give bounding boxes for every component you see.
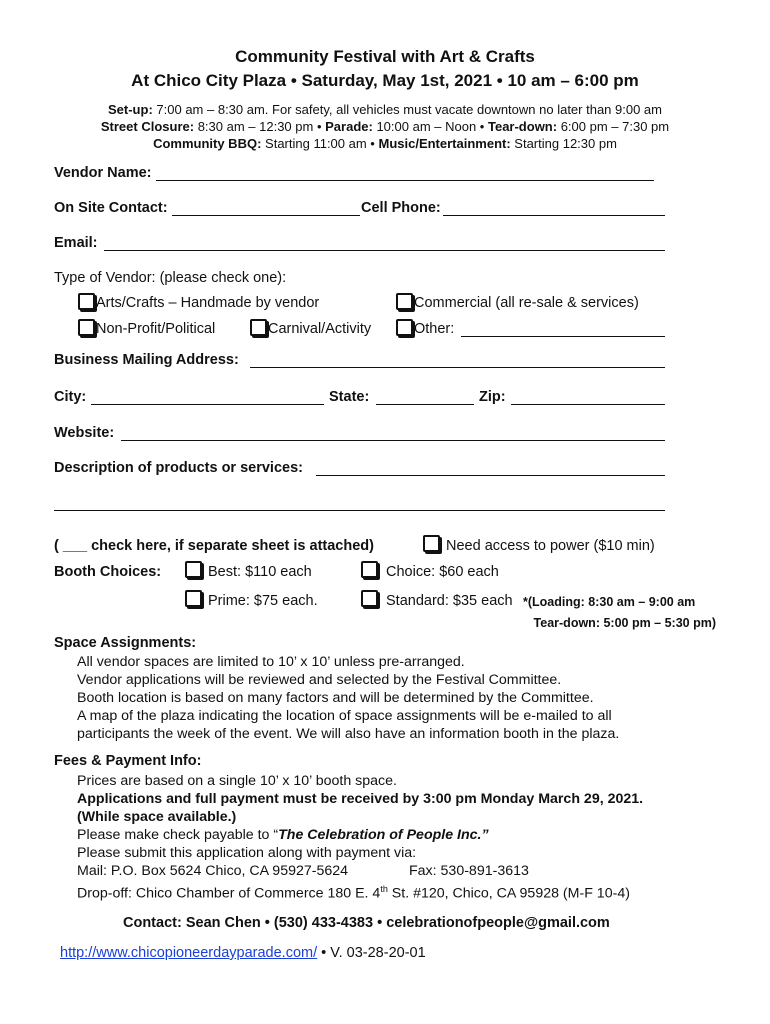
check-payable-text: Please make check payable to “ bbox=[77, 827, 279, 843]
description-field[interactable] bbox=[316, 475, 665, 476]
zip-label: Zip: bbox=[479, 389, 506, 405]
version-label: • V. 03-28-20-01 bbox=[317, 945, 426, 961]
option-carnival: Carnival/Activity bbox=[268, 321, 372, 337]
checkbox-carnival[interactable] bbox=[250, 319, 267, 336]
teardown-text: 6:00 pm – 7:30 pm bbox=[560, 119, 670, 134]
vendor-type-label: Type of Vendor bbox=[54, 270, 152, 286]
mailing-address-field[interactable] bbox=[250, 367, 665, 368]
fees-deadline: Applications and full payment must be received by 3:00 pm Monday March 29, 2021. bbox=[77, 791, 644, 807]
website-label: Website: bbox=[54, 425, 115, 441]
vendor-name-label: Vendor Name: bbox=[54, 165, 152, 181]
bbq-text: Starting 11:00 am • bbox=[265, 136, 375, 151]
bbq-line bbox=[0, 136, 770, 151]
bbq-label: Community BBQ: bbox=[153, 136, 262, 151]
checkbox-booth-standard[interactable] bbox=[361, 590, 378, 607]
space-line-2: Vendor applications will be reviewed and selected by the Festival Committee. bbox=[77, 672, 562, 688]
fees-submit-line: Please submit this application along with payment via: bbox=[77, 845, 417, 861]
parade-label: Parade: bbox=[325, 119, 373, 134]
setup-text: 7:00 am – 8:30 am. For safety, all vehicles must vacate downtown no later than 9:00 am bbox=[156, 102, 662, 117]
loading-note: *(Loading: 8:30 am – 9:00 am bbox=[523, 595, 696, 609]
title-line-2: At Chico City Plaza • Saturday, May 1st, 2021 • 10 am – 6:00 pm bbox=[131, 71, 639, 90]
dropoff-ordinal: th bbox=[380, 884, 388, 894]
setup-label: Set-up: bbox=[108, 102, 153, 117]
checkbox-power[interactable] bbox=[423, 535, 440, 552]
space-line-4: A map of the plaza indicating the location of space assignments will be e-mailed to all bbox=[77, 708, 612, 724]
closure-line bbox=[0, 119, 770, 134]
option-arts-crafts: Arts/Crafts – Handmade by vendor bbox=[96, 295, 320, 311]
fees-availability: (While space available.) bbox=[77, 809, 237, 825]
state-label: State: bbox=[329, 389, 370, 405]
teardown-label: Tear-down: bbox=[487, 119, 558, 134]
footer-line bbox=[60, 945, 426, 961]
onsite-contact-label: On Site Contact: bbox=[54, 200, 168, 216]
music-label: Music/Entertainment: bbox=[378, 136, 511, 151]
booth-prime-label: Prime: $75 each. bbox=[208, 593, 318, 609]
closure-text: 8:30 am – 12:30 pm • bbox=[197, 119, 322, 134]
space-line-1: All vendor spaces are limited to 10’ x 10’ unless pre-arranged. bbox=[77, 654, 465, 670]
booth-standard-label: Standard: $35 each bbox=[386, 593, 513, 609]
email-label: Email: bbox=[54, 235, 98, 251]
checkbox-nonprofit[interactable] bbox=[78, 319, 95, 336]
payee-name: The Celebration of People Inc.” bbox=[278, 827, 489, 843]
cell-phone-label: Cell Phone: bbox=[361, 200, 441, 216]
fees-line-1: Prices are based on a single 10’ x 10’ booth space. bbox=[77, 773, 397, 789]
cell-phone-field[interactable] bbox=[443, 215, 665, 216]
mail-address: Mail: P.O. Box 5624 Chico, CA 95927-5624 bbox=[77, 863, 349, 879]
dropoff-text: Drop-off: Chico Chamber of Commerce 180 E. 4 bbox=[77, 885, 381, 902]
space-assignments-heading: Space Assignments: bbox=[54, 635, 197, 651]
space-line-5: participants the week of the event. We will also have an information booth in the plaza. bbox=[77, 726, 620, 742]
city-field[interactable] bbox=[91, 404, 324, 405]
booth-choices-label: Booth Choices: bbox=[54, 564, 162, 580]
description-field-line-2[interactable] bbox=[54, 510, 665, 511]
email-field[interactable] bbox=[104, 250, 665, 251]
checkbox-arts-crafts[interactable] bbox=[78, 293, 95, 310]
parade-text: 10:00 am – Noon • bbox=[376, 119, 485, 134]
zip-field[interactable] bbox=[511, 404, 665, 405]
booth-choice-label: Choice: $60 each bbox=[386, 564, 499, 580]
teardown-note: Tear-down: 5:00 pm – 5:30 pm) bbox=[533, 616, 716, 630]
option-commercial: Commercial (all re-sale & services) bbox=[414, 295, 639, 311]
option-nonprofit: Non-Profit/Political bbox=[96, 321, 216, 337]
fees-check-payable bbox=[77, 826, 489, 844]
website-link[interactable]: http://www.chicopioneerdayparade.com/ bbox=[60, 945, 318, 961]
onsite-contact-field[interactable] bbox=[172, 215, 360, 216]
contact-line: Contact: Sean Chen • (530) 433-4383 • celebrationofpeople@gmail.com bbox=[123, 915, 610, 931]
checkbox-commercial[interactable] bbox=[396, 293, 413, 310]
mailing-address-label: Business Mailing Address: bbox=[54, 352, 239, 368]
city-label: City: bbox=[54, 389, 87, 405]
website-field[interactable] bbox=[121, 440, 665, 441]
dropoff-text-end: St. #120, Chico, CA 95928 (M-F 10-4) bbox=[387, 885, 630, 902]
setup-line bbox=[0, 102, 770, 117]
fees-heading: Fees & Payment Info: bbox=[54, 753, 202, 769]
closure-label: Street Closure: bbox=[100, 119, 195, 134]
checkbox-booth-choice[interactable] bbox=[361, 561, 378, 578]
checkbox-other[interactable] bbox=[396, 319, 413, 336]
music-text: Starting 12:30 pm bbox=[514, 136, 617, 151]
separate-sheet-note: ( ___ check here, if separate sheet is attached) bbox=[54, 538, 374, 554]
state-field[interactable] bbox=[376, 404, 474, 405]
vendor-type-note: : (please check one): bbox=[151, 270, 287, 286]
power-label: Need access to power ($10 min) bbox=[446, 538, 655, 554]
option-other: Other: bbox=[414, 321, 455, 337]
checkbox-booth-prime[interactable] bbox=[185, 590, 202, 607]
dropoff-address bbox=[77, 880, 630, 903]
vendor-type-heading bbox=[54, 270, 286, 286]
fax-number: Fax: 530-891-3613 bbox=[409, 863, 529, 879]
booth-best-label: Best: $110 each bbox=[208, 564, 312, 580]
checkbox-booth-best[interactable] bbox=[185, 561, 202, 578]
title-line-1: Community Festival with Art & Crafts bbox=[235, 47, 535, 66]
other-field[interactable] bbox=[461, 336, 665, 337]
vendor-name-field[interactable] bbox=[156, 180, 654, 181]
space-line-3: Booth location is based on many factors and will be determined by the Committee. bbox=[77, 690, 594, 706]
description-label: Description of products or services: bbox=[54, 460, 303, 476]
